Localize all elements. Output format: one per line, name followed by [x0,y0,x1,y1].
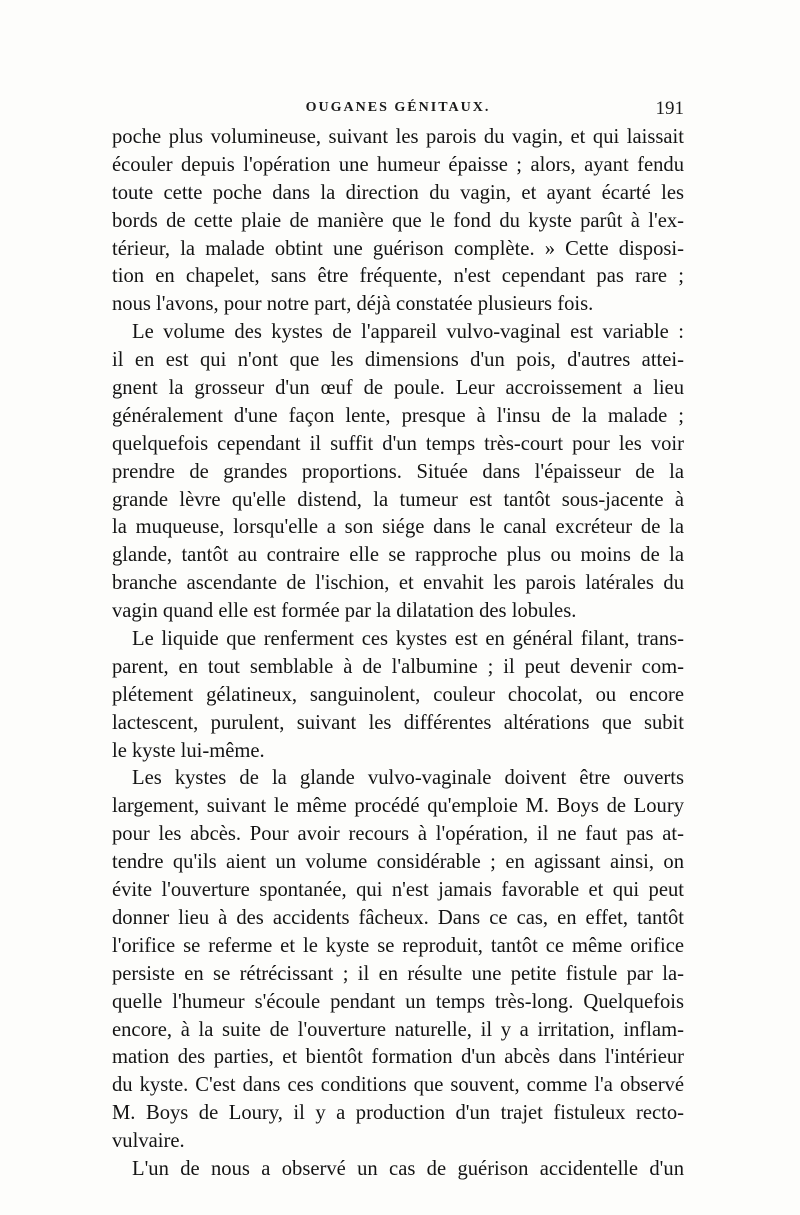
text-line: poche plus volumineuse, suivant les parois du vagin, et qui laissait [112,126,684,148]
text-line: quelle l'humeur s'écoule pendant un temps très-long. Quelquefois [112,990,684,1013]
text-line: térieur, la malade obtint une guérison complète. » Cette disposi- [112,237,684,260]
text-line: mation des parties, et bientôt formation d'un abcès dans l'intérieur [112,1046,684,1069]
page-number: 191 [655,98,684,119]
paragraph [112,1156,684,1184]
text-line: tendre qu'ils aient un volume considérable ; en agissant ainsi, on [112,851,684,874]
text-line: toute cette poche dans la direction du vagin, et ayant écarté les [112,181,684,204]
text-line: vulvaire. [112,1130,185,1153]
text-line: pour les abcès. Pour avoir recours à l'opération, il ne faut pas at- [112,823,684,846]
paragraph [112,124,684,319]
text-line: gnent la grosseur d'un œuf de poule. Leur accroissement a lieu [112,377,684,400]
text-line: plétement gélatineux, sanguinolent, couleur chocolat, ou encore [112,683,684,706]
body-text [112,124,684,1184]
text-line: l'orifice se referme et le kyste se reproduit, tantôt ce même orifice [112,934,684,957]
text-line: Le volume des kystes de l'appareil vulvo-vaginal est variable : [132,321,684,344]
text-line: largement, suivant le même procédé qu'emploie M. Boys de Loury [112,795,684,818]
paragraph [112,765,684,1155]
text-line: il en est qui n'ont que les dimensions d'un pois, d'autres attei- [112,349,684,372]
text-line: du kyste. C'est dans ces conditions que souvent, comme l'a observé [112,1074,684,1097]
text-line: persiste en se rétrécissant ; il en résulte une petite fistule par la- [112,962,684,985]
text-line: nous l'avons, pour notre part, déjà constatée plusieurs fois. [112,293,594,316]
text-line: lactescent, purulent, suivant les différentes altérations que subit [112,711,684,734]
text-line: Les kystes de la glande vulvo-vaginale doivent être ouverts [132,767,684,790]
text-line: L'un de nous a observé un cas de guérison accidentelle d'un [132,1157,684,1180]
text-line: généralement d'une façon lente, presque à l'insu de la malade ; [112,404,684,427]
text-line: évite l'ouverture spontanée, qui n'est jamais favorable et qui peut [112,879,684,902]
running-title: OUGANES GÉNITAUX. [305,100,491,115]
text-line: le kyste lui-même. [112,739,265,762]
text-line: parent, en tout semblable à de l'albumine ; il peut devenir com- [112,655,684,678]
text-line: grande lèvre qu'elle distend, la tumeur est tantôt sous-jacente à [112,488,684,511]
paragraph [112,319,684,626]
paragraph [112,626,684,765]
text-line: donner lieu à des accidents fâcheux. Dans ce cas, en effet, tantôt [112,906,684,929]
text-line: encore, à la suite de l'ouverture naturelle, il y a irritation, inflam- [112,1018,684,1041]
text-line: Le liquide que renferment ces kystes est en général filant, trans- [132,628,684,651]
text-line: glande, tantôt au contraire elle se rapproche plus ou moins de la [112,544,684,567]
text-line: quelquefois cependant il suffit d'un temps très-court pour les voir [112,432,684,455]
text-line: branche ascendante de l'ischion, et envahit les parois latérales du [112,572,684,595]
text-line: tion en chapelet, sans être fréquente, n'est cependant pas rare ; [112,265,684,288]
text-line: la muqueuse, lorsqu'elle a son siége dans le canal excréteur de la [112,516,684,539]
text-line: vagin quand elle est formée par la dilatation des lobules. [112,600,577,623]
page-header [112,98,684,120]
text-line: bords de cette plaie de manière que le fond du kyste parût à l'ex- [112,209,684,232]
text-line: écouler depuis l'opération une humeur épaisse ; alors, ayant fendu [112,153,684,176]
text-line: prendre de grandes proportions. Située dans l'épaisseur de la [112,460,684,483]
text-line: M. Boys de Loury, il y a production d'un trajet fistuleux recto- [112,1102,684,1125]
